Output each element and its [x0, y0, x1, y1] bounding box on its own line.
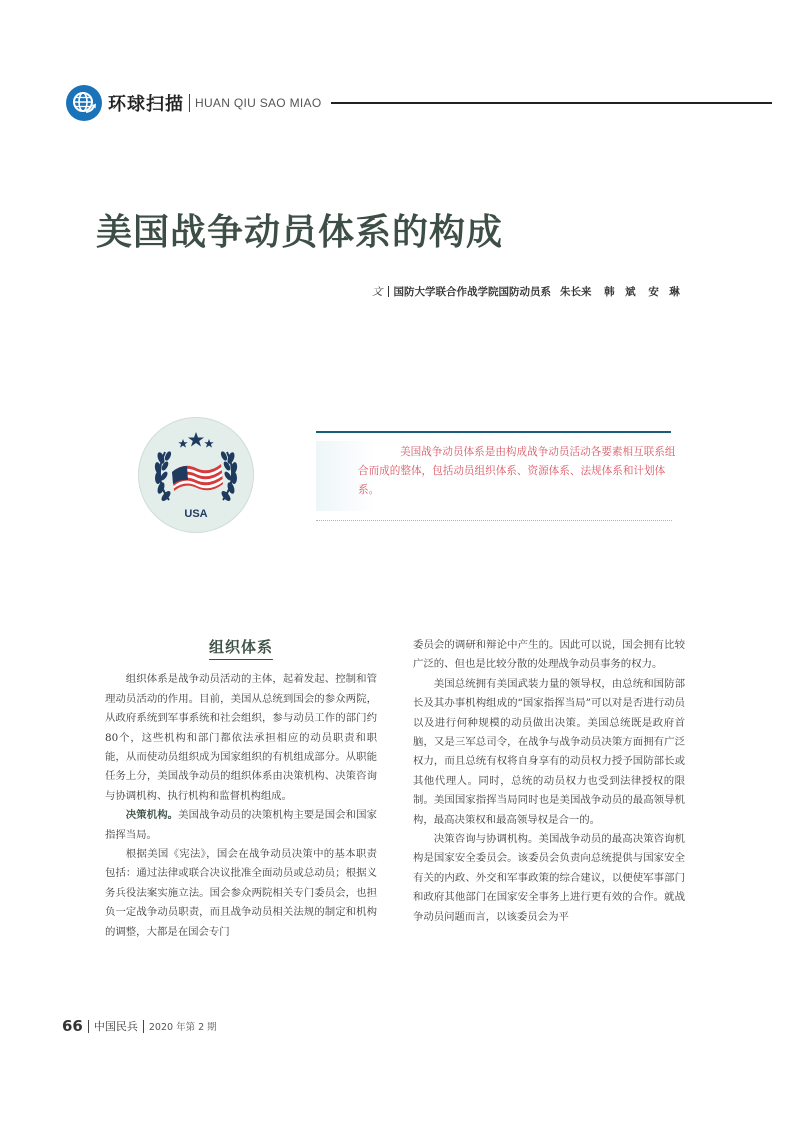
byline-affiliation: 国防大学联合作战学院国防动员系 — [393, 286, 551, 298]
author-name: 安 琳 — [648, 286, 680, 298]
column-name-cn: 环球扫描 — [108, 94, 184, 115]
byline-divider — [388, 286, 389, 297]
us-flag-icon — [172, 464, 223, 491]
magazine-name: 中国民兵 — [93, 1020, 138, 1033]
paragraph-lead: 决策机构。 — [125, 809, 179, 822]
paragraph: 组织体系是战争动员活动的主体，起着发起、控制和管理动员活动的作用。目前，美国从总统到国会的参众两院，从政府系统到军事系统和社会组织，参与动员工作的部门约80个，这些机构和部门都依法承担相应的动员职责和职能，从而使动员组织成为国家组织的有机组成部分。从职能任务上分，美国战争动员的组织体系由决策机构、决策咨询与协调机构、执行机构和监督机构组成。 — [105, 673, 377, 802]
paragraph-body: 美国战争动员的决策机构主要是国会和国家指挥当局。 — [105, 809, 378, 841]
page-footer — [62, 1017, 217, 1035]
article-title: 美国战争动员体系的构成 — [96, 212, 504, 253]
header-rule — [331, 102, 772, 104]
author-name: 韩 斌 — [604, 286, 636, 298]
star-icon — [178, 432, 213, 448]
abstract-bottom-rule — [316, 520, 672, 521]
abstract-text: 美国战争动员体系是由构成战争动员活动各要素相互联系组合而成的整体，包括动员组织体系、资源体系、法规体系和计划体系。 — [358, 446, 676, 496]
body-column-right — [413, 636, 685, 927]
globe-arrow-icon — [66, 85, 102, 121]
paragraph — [105, 806, 377, 845]
paragraph: 美国总统拥有美国武装力量的领导权，由总统和国防部长及其办事机构组成的“国家指挥当局”可以对是否进行动员以及进行何种规模的动员做出决策。美国总统既是政府首脑，又是三军总司令，在战争与战争动员决策方面拥有广泛权力，而且总统有权将自身享有的动员权力授予国防部长或其他代理人。同时，总统的动员权力也受到法律授权的限制。美国国家指挥当局同时也是美国战争动员的最高领导机构，最高决策权和最高领导权是合一的。 — [413, 677, 685, 826]
header-divider — [189, 94, 190, 112]
abstract-box — [316, 431, 676, 521]
byline — [372, 284, 680, 299]
abstract-top-rule — [316, 431, 671, 433]
laurel-left-icon — [154, 450, 172, 502]
footer-divider — [143, 1020, 144, 1033]
column-name-en: HUAN QIU SAO MIAO — [195, 96, 322, 110]
footer-divider — [88, 1020, 89, 1033]
issue-label: 2020 年第 2 期 — [148, 1022, 217, 1033]
paragraph: 委员会的调研和辩论中产生的。因此可以说，国会拥有比较广泛的、但也是比较分散的处理战争动员事务的权力。 — [413, 639, 685, 671]
section-heading-text: 组织体系 — [209, 638, 273, 660]
author-name: 朱长来 — [560, 286, 592, 298]
page-number: 66 — [62, 1017, 83, 1035]
paragraph: 根据美国《宪法》，国会在战争动员决策中的基本职责包括：通过法律或联合决议批准全面动员或总动员；根据义务兵役法案实施立法。国会参众两院相关专门委员会，也担负一定战争动员职责，而且战争动员相关法规的制定和机构的调整，大都是在国会专门 — [105, 848, 377, 938]
byline-prefix: 文 — [372, 286, 383, 298]
emblem-label: USA — [184, 508, 208, 520]
body-column-left — [105, 636, 377, 942]
column-header — [66, 84, 772, 122]
section-heading — [105, 638, 377, 660]
paragraph: 决策咨询与协调机构。美国战争动员的最高决策咨询机构是国家安全委员会。该委员会负责向总统提供与国家安全有关的内政、外交和军事政策的综合建议，以便使军事部门和政府其他部门在国家安全事务上进行更有效的合作。就战争动员问题而言，以该委员会为平 — [413, 833, 685, 923]
byline-authors — [551, 284, 680, 299]
usa-flag-laurel-emblem — [138, 417, 254, 533]
